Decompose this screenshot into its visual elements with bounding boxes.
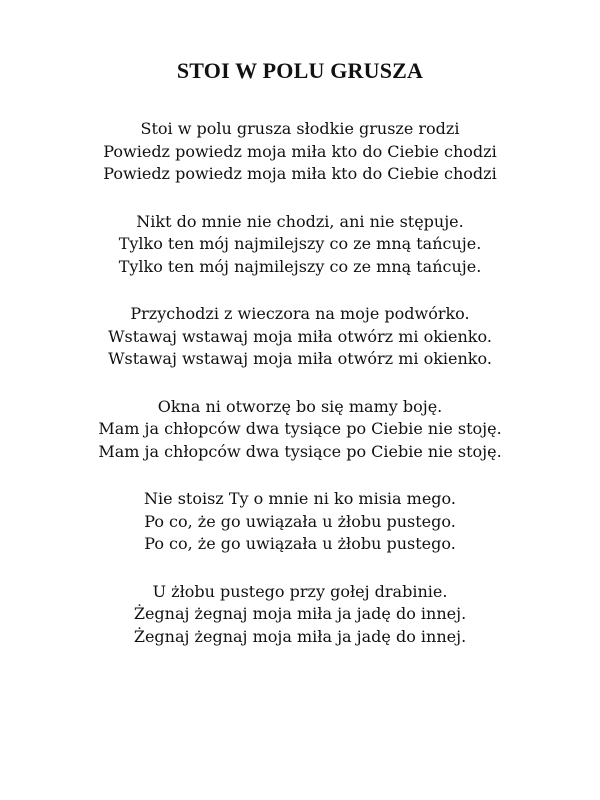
stanza-2 xyxy=(0,211,600,279)
stanza-5 xyxy=(0,488,600,556)
poem-line: Żegnaj żegnaj moja miła ja jadę do innej. xyxy=(133,604,467,623)
poem-line: Mam ja chłopców dwa tysiące po Ciebie nie stoję. xyxy=(98,419,502,438)
stanza-1 xyxy=(0,118,600,186)
poem-line: Wstawaj wstawaj moja miła otwórz mi okienko. xyxy=(108,349,492,368)
poem-line: Nikt do mnie nie chodzi, ani nie stępuje. xyxy=(136,211,464,231)
poem-body xyxy=(0,118,600,673)
poem-line: Stoi w polu grusza słodkie grusze rodzi xyxy=(140,119,460,138)
poem-line: Wstawaj wstawaj moja miła otwórz mi okienko. xyxy=(108,326,492,346)
poem-line: Powiedz powiedz moja miła kto do Ciebie chodzi xyxy=(103,164,497,183)
stanza-3 xyxy=(0,303,600,371)
stanza-6 xyxy=(0,581,600,649)
stanza-4 xyxy=(0,396,600,464)
poem-line: Po co, że go uwiązała u żłobu pustego. xyxy=(144,534,456,553)
poem-line: Żegnaj żegnaj moja miła ja jadę do innej. xyxy=(133,626,467,646)
poem-line: Przychodzi z wieczora na moje podwórko. xyxy=(130,304,470,323)
poem-line: Po co, że go uwiązała u żłobu pustego. xyxy=(144,511,456,531)
poem-line: Powiedz powiedz moja miła kto do Ciebie chodzi xyxy=(103,141,497,161)
page-title: STOI W POLU GRUSZA xyxy=(176,58,424,83)
poem-line: U żłobu pustego przy gołej drabinie. xyxy=(152,581,448,601)
poem-line: Tylko ten mój najmilejszy co ze mną tańcuje. xyxy=(118,256,482,276)
poem-line: Tylko ten mój najmilejszy co ze mną tańcuje. xyxy=(118,234,482,253)
poem-line: Okna ni otworzę bo się mamy boję. xyxy=(157,396,443,416)
poem-line: Nie stoisz Ty o mnie ni ko misia mego. xyxy=(144,489,456,508)
poem-line: Mam ja chłopców dwa tysiące po Ciebie nie stoję. xyxy=(98,441,502,461)
